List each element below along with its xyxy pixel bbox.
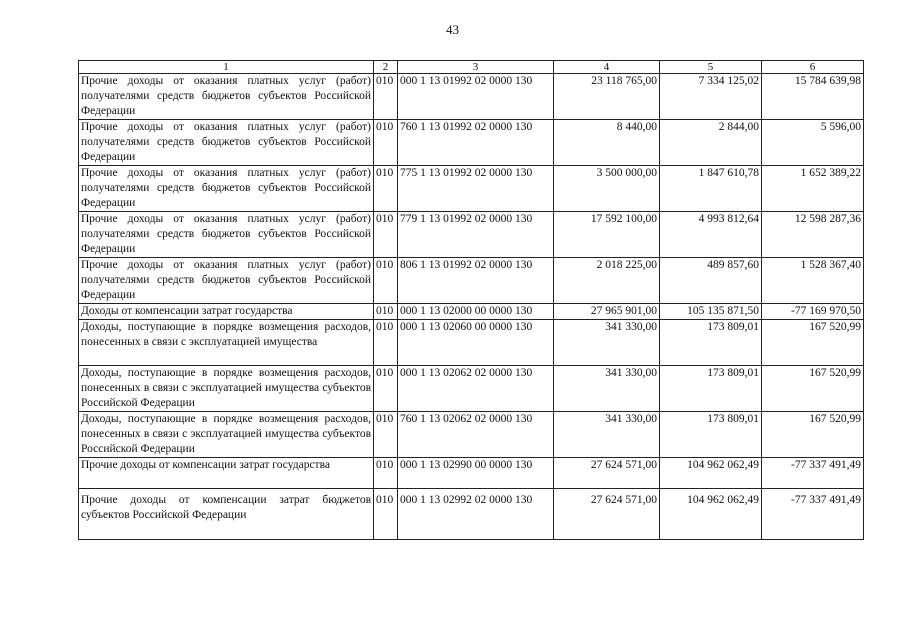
column-header: 4: [554, 61, 660, 74]
column-header: 5: [660, 61, 762, 74]
row-budget-code: 000 1 13 01992 02 0000 130: [398, 74, 554, 120]
row-value-col4: 341 330,00: [554, 366, 660, 412]
table-row: [79, 258, 864, 304]
row-value-col4: 27 965 901,00: [554, 304, 660, 320]
revenue-table: [78, 60, 864, 540]
table-row: [79, 412, 864, 458]
row-line-code: 010: [374, 489, 398, 540]
table-row: [79, 74, 864, 120]
row-value-col5: 104 962 062,49: [660, 489, 762, 540]
row-value-col6: 167 520,99: [762, 366, 864, 412]
row-value-col6: 15 784 639,98: [762, 74, 864, 120]
row-value-col6: 1 528 367,40: [762, 258, 864, 304]
row-description: Доходы от компенсации затрат государства: [79, 304, 374, 320]
row-value-col5: 173 809,01: [660, 412, 762, 458]
row-budget-code: 806 1 13 01992 02 0000 130: [398, 258, 554, 304]
row-value-col4: 27 624 571,00: [554, 458, 660, 489]
row-budget-code: 000 1 13 02990 00 0000 130: [398, 458, 554, 489]
row-line-code: 010: [374, 320, 398, 366]
row-value-col5: 4 993 812,64: [660, 212, 762, 258]
row-description: Доходы, поступающие в порядке возмещения расходов, понесенных в связи с эксплуатацией имущества субъектов Российской Федерации: [79, 366, 374, 412]
row-description: Доходы, поступающие в порядке возмещения расходов, понесенных в связи с эксплуатацией имущества субъектов Российской Федерации: [79, 412, 374, 458]
row-value-col5: 7 334 125,02: [660, 74, 762, 120]
row-value-col4: 8 440,00: [554, 120, 660, 166]
table-row: [79, 489, 864, 540]
column-header: 3: [398, 61, 554, 74]
table-row: [79, 212, 864, 258]
row-value-col5: 105 135 871,50: [660, 304, 762, 320]
row-description: Прочие доходы от компенсации затрат государства: [79, 458, 374, 489]
table-row: [79, 304, 864, 320]
row-value-col6: 167 520,99: [762, 320, 864, 366]
table-row: [79, 120, 864, 166]
row-line-code: 010: [374, 366, 398, 412]
row-line-code: 010: [374, 412, 398, 458]
row-line-code: 010: [374, 212, 398, 258]
row-description: Прочие доходы от оказания платных услуг (работ) получателями средств бюджетов субъектов Российской Федерации: [79, 166, 374, 212]
column-header: 1: [79, 61, 374, 74]
row-description: Прочие доходы от оказания платных услуг (работ) получателями средств бюджетов субъектов Российской Федерации: [79, 120, 374, 166]
row-value-col5: 173 809,01: [660, 366, 762, 412]
row-value-col6: 12 598 287,36: [762, 212, 864, 258]
row-value-col5: 104 962 062,49: [660, 458, 762, 489]
row-value-col4: 27 624 571,00: [554, 489, 660, 540]
page-number: 43: [446, 22, 459, 37]
column-header: 6: [762, 61, 864, 74]
row-description: Прочие доходы от оказания платных услуг (работ) получателями средств бюджетов субъектов Российской Федерации: [79, 74, 374, 120]
row-value-col5: 173 809,01: [660, 320, 762, 366]
row-value-col5: 489 857,60: [660, 258, 762, 304]
row-budget-code: 775 1 13 01992 02 0000 130: [398, 166, 554, 212]
row-budget-code: 760 1 13 01992 02 0000 130: [398, 120, 554, 166]
row-description: Доходы, поступающие в порядке возмещения расходов, понесенных в связи с эксплуатацией имущества: [79, 320, 374, 366]
table-row: [79, 320, 864, 366]
row-value-col4: 341 330,00: [554, 320, 660, 366]
row-line-code: 010: [374, 304, 398, 320]
table-header: [79, 61, 864, 74]
row-budget-code: 779 1 13 01992 02 0000 130: [398, 212, 554, 258]
row-budget-code: 000 1 13 02060 00 0000 130: [398, 320, 554, 366]
row-value-col4: 23 118 765,00: [554, 74, 660, 120]
table-row: [79, 166, 864, 212]
row-line-code: 010: [374, 458, 398, 489]
row-description: Прочие доходы от оказания платных услуг (работ) получателями средств бюджетов субъектов Российской Федерации: [79, 212, 374, 258]
row-line-code: 010: [374, 74, 398, 120]
row-value-col4: 341 330,00: [554, 412, 660, 458]
row-value-col5: 1 847 610,78: [660, 166, 762, 212]
row-budget-code: 000 1 13 02992 02 0000 130: [398, 489, 554, 540]
row-description: Прочие доходы от компенсации затрат бюджетов субъектов Российской Федерации: [79, 489, 374, 540]
row-value-col6: -77 169 970,50: [762, 304, 864, 320]
row-value-col6: 5 596,00: [762, 120, 864, 166]
row-budget-code: 000 1 13 02062 02 0000 130: [398, 366, 554, 412]
row-line-code: 010: [374, 120, 398, 166]
row-description: Прочие доходы от оказания платных услуг (работ) получателями средств бюджетов субъектов Российской Федерации: [79, 258, 374, 304]
table-row: [79, 366, 864, 412]
column-header: 2: [374, 61, 398, 74]
row-budget-code: 760 1 13 02062 02 0000 130: [398, 412, 554, 458]
row-value-col4: 17 592 100,00: [554, 212, 660, 258]
row-value-col6: 167 520,99: [762, 412, 864, 458]
table-row: [79, 458, 864, 489]
row-line-code: 010: [374, 258, 398, 304]
row-value-col4: 2 018 225,00: [554, 258, 660, 304]
row-value-col6: 1 652 389,22: [762, 166, 864, 212]
row-value-col6: -77 337 491,49: [762, 489, 864, 540]
row-budget-code: 000 1 13 02000 00 0000 130: [398, 304, 554, 320]
row-line-code: 010: [374, 166, 398, 212]
row-value-col6: -77 337 491,49: [762, 458, 864, 489]
row-value-col5: 2 844,00: [660, 120, 762, 166]
row-value-col4: 3 500 000,00: [554, 166, 660, 212]
